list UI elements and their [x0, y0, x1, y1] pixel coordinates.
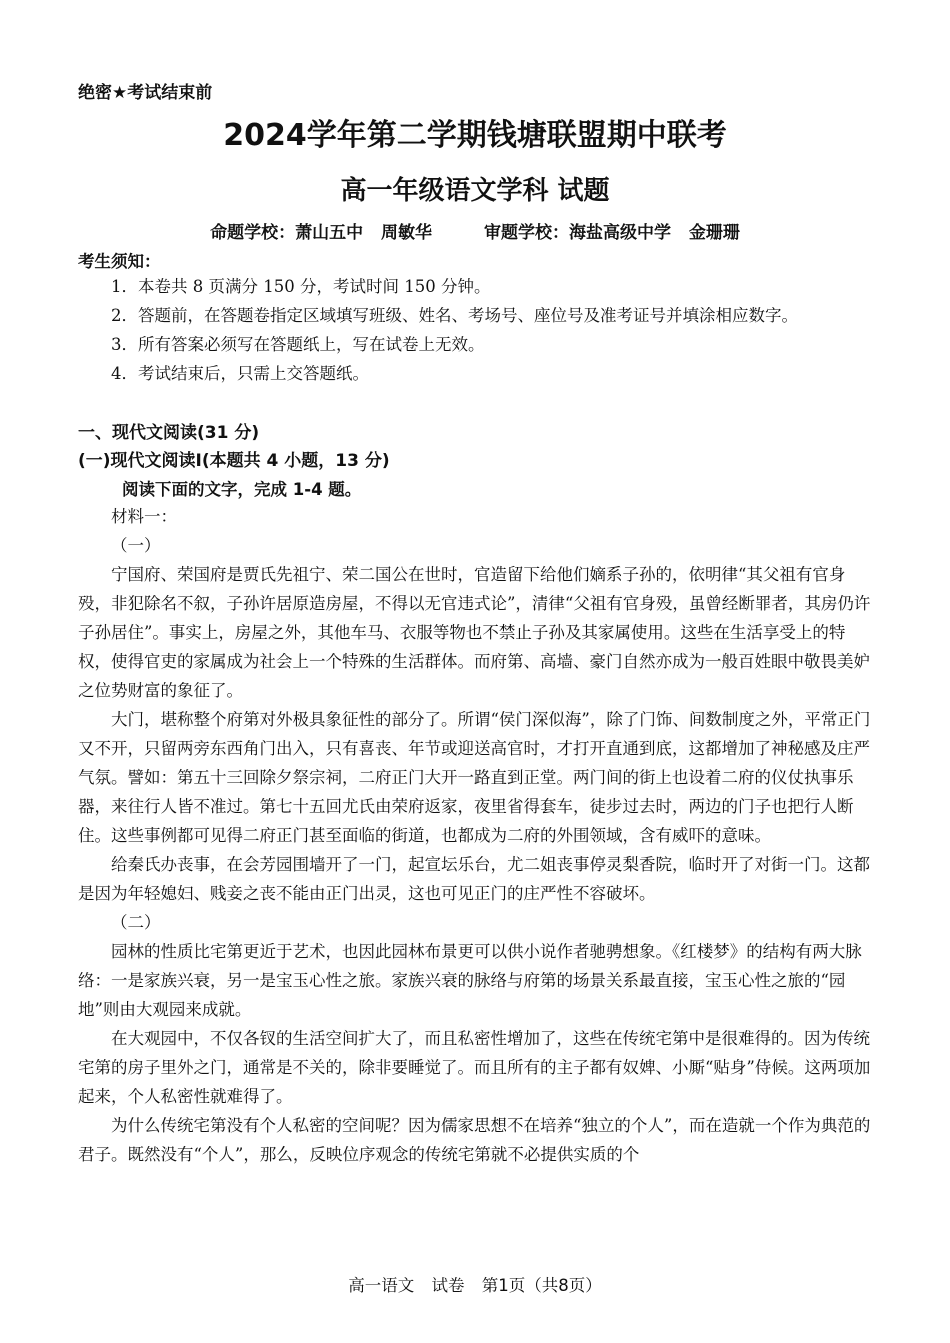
confidential-label: 绝密★考试结束前 [78, 83, 213, 103]
authors-line [0, 218, 950, 243]
reviewer-school: 审题学校：海盐高级中学 [483, 223, 671, 243]
exam-subtitle: 高一年级语文学科 试题 [340, 176, 610, 206]
footer-course: 高一语文 [348, 1276, 415, 1295]
reading-instruction: 阅读下面的文字，完成 1-4 题。 [122, 480, 362, 499]
notice-item: 2．答题前，在答题卷指定区域填写班级、姓名、考场号、座位号及准考证号并填涂相应数字。 [111, 306, 798, 325]
footer-page-number: 第1页（共8页） [481, 1276, 602, 1295]
part-label: （一） [111, 536, 161, 555]
part-label: （二） [111, 913, 161, 932]
paragraph: 给秦氏办丧事，在会芳园围墙开了一门，起宣坛乐台，尤二姐丧事停灵梨香院，临时开了对街一门。这都是因为年轻媳妇、贱妾之丧不能由正门出灵，这也可见正门的庄严性不容破坏。 [78, 855, 870, 903]
author-name: 周敏华 [381, 223, 433, 243]
subsection-heading: (一)现代文阅读Ⅰ(本题共 4 小题，13 分) [78, 451, 390, 471]
paragraph: 宁国府、荣国府是贾氏先祖宁、荣二国公在世时，官造留下给他们嫡系子孙的，依明律“其父祖有官身殁，非犯除名不叙，子孙许居原造房屋，不得以无官违式论”，清律“父祖有官身殁，虽曾经断罪者，其房仍许子孙居住”。事实上，房屋之外，其他车马、衣服等物也不禁止子孙及其家属使用。这些在生活享受上的特权，使得官吏的家属成为社会上一个特殊的生活群体。而府第、高墙、豪门自然亦成为一般百姓眼中敬畏美妒之位势财富的象征了。 [78, 565, 871, 700]
notice-item: 3．所有答案必须写在答题纸上，写在试卷上无效。 [111, 335, 485, 354]
footer-paper: 试卷 [431, 1276, 465, 1295]
paragraph: 在大观园中，不仅各钗的生活空间扩大了，而且私密性增加了，这些在传统宅第中是很难得的。因为传统宅第的房子里外之门，通常是不关的，除非要睡觉了。而且所有的主子都有奴婢、小厮“贴身”侍候。这两项加起来，个人私密性就难得了。 [78, 1029, 871, 1106]
page-footer [0, 1272, 950, 1296]
material-label: 材料一： [111, 507, 177, 526]
paragraph: 园林的性质比宅第更近于艺术，也因此园林布景更可以供小说作者驰骋想象。《红楼梦》的结构有两大脉络：一是家族兴衰，另一是宝玉心性之旅。家族兴衰的脉络与府第的场景关系最直接，宝玉心性之旅的“园地”则由大观园来成就。 [78, 942, 862, 1019]
author-school: 命题学校：萧山五中 [210, 223, 364, 243]
exam-title: 2024学年第二学期钱塘联盟期中联考 [223, 118, 727, 153]
section-heading: 一、现代文阅读(31 分) [78, 423, 260, 443]
paragraph: 大门，堪称整个府第对外极具象征性的部分了。所谓“侯门深似海”，除了门饰、间数制度之外，平常正门又不开，只留两旁东西角门出入，只有喜丧、年节或迎送高官时，才打开直通到底，这都增加了神秘感及庄严气氛。譬如：第五十三回除夕祭宗祠，二府正门大开一路直到正堂。两门间的街上也设着二府的仪仗执事乐器，来往行人皆不准过。第七十五回尤氏由荣府返家，夜里省得套车，徒步过去时，两边的门子也把行人断住。这些事例都可见得二府正门甚至面临的街道，也都成为二府的外围领域，含有威吓的意味。 [78, 710, 871, 845]
reviewer-name: 金珊珊 [688, 223, 740, 243]
notice-heading: 考生须知： [78, 252, 161, 271]
material-body [78, 502, 872, 1169]
notice-item: 1．本卷共 8 页满分 150 分，考试时间 150 分钟。 [111, 277, 491, 296]
notice-list [78, 272, 872, 388]
paragraph: 为什么传统宅第没有个人私密的空间呢？因为儒家思想不在培养“独立的个人”，而在造就一个作为典范的君子。既然没有“个人”，那么，反映位序观念的传统宅第就不必提供实质的个 [78, 1116, 871, 1164]
notice-item: 4．考试结束后，只需上交答题纸。 [111, 364, 369, 383]
